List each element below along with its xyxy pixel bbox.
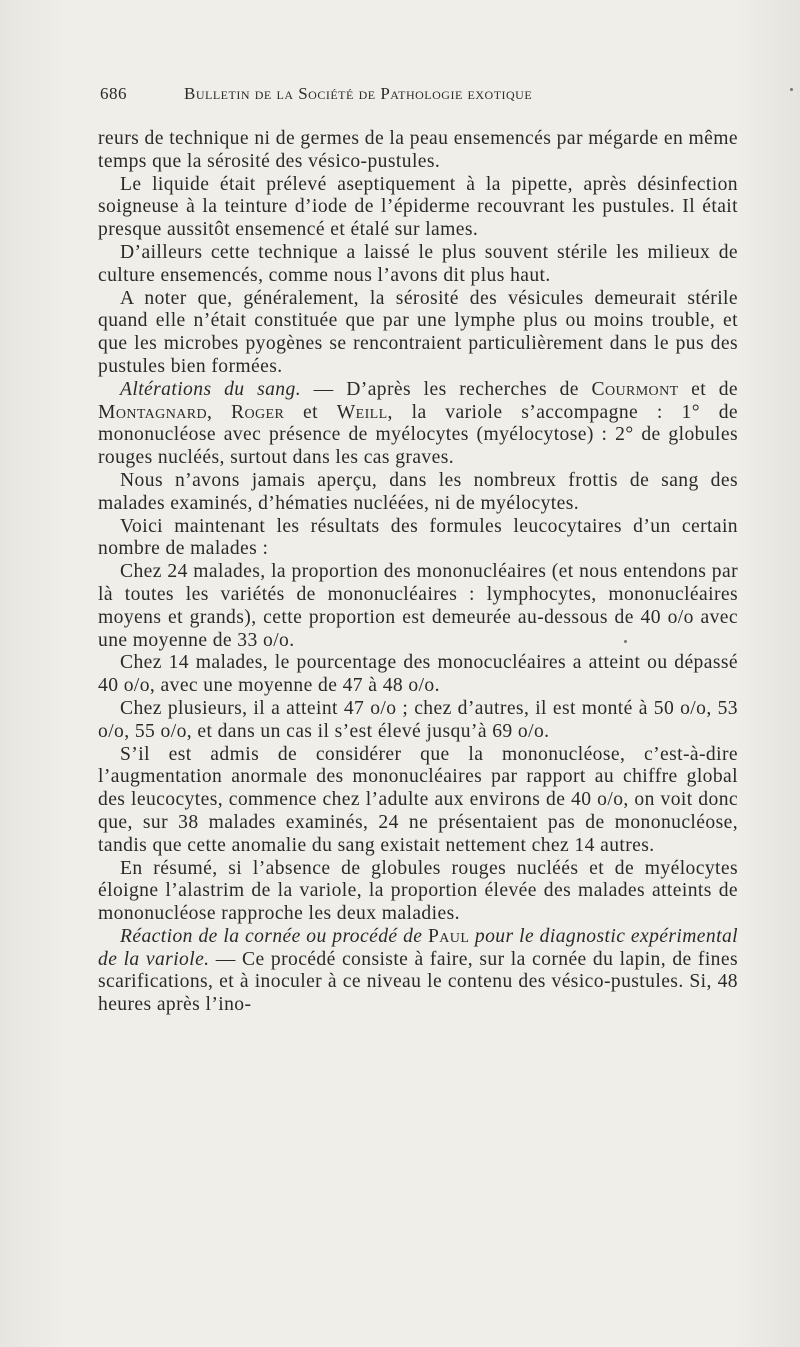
text-run: et de [678, 378, 738, 400]
page-number: 686 [100, 84, 127, 103]
paragraph: Voici maintenant les résultats des formules leucocytaires d’un certain nombre de malades : [98, 515, 738, 560]
paragraph: reurs de technique ni de germes de la peau ensemencés par mégarde en même temps que la sérosité des vésico-pustules. [98, 128, 738, 172]
body-text [98, 128, 738, 1017]
text-run: , [206, 401, 232, 423]
author-name: Montagnard [98, 401, 207, 423]
paragraph: S’il est admis de considérer que la mononucléose, c’est-à-dire l’augmentation anormale des mononucléaires par rapport au chiffre global des leucocytes, commence chez l’adulte aux environs de 40 o/o, on voit donc que, sur 38 malades examinés, 24 ne présentaient pas de mononucléose, tandis que cette anomalie du sang existait nettement chez 14 autres. [98, 743, 738, 856]
paragraph: Chez 24 malades, la proportion des mononucléaires (et nous entendons par là toutes les variétés de mononucléaires : lymphocytes, mononucléaires moyens et grands), cette proportion est demeurée au-dessous de 40 o/o avec une moyenne de 33 o/o. [98, 561, 738, 651]
paragraph: Le liquide était prélevé aseptiquement à la pipette, après désinfection soigneuse à la teinture d’iode de l’épiderme recouvrant les pustules. Il était presque aussitôt ensemencé et étalé sur lames. [98, 173, 738, 241]
print-speck [790, 88, 793, 91]
section-heading: Réaction de la cornée ou procédé de [120, 925, 428, 947]
paragraph-cornea-reaction [98, 926, 738, 1017]
print-speck [624, 640, 627, 643]
running-header [100, 84, 700, 110]
paragraph: D’ailleurs cette technique a laissé le plus souvent stérile les milieux de culture ensemencés, comme nous l’avons dit plus haut. [98, 241, 738, 286]
paragraph-blood-alterations [98, 379, 738, 470]
author-name: Roger [231, 401, 285, 423]
author-name: Courmont [591, 378, 679, 400]
text-run: — D’après les recherches de [301, 378, 592, 400]
author-name: Weill [336, 401, 388, 423]
author-name: Paul [428, 925, 470, 947]
section-heading: pour le diagnostic expérimental de la variole. [98, 925, 738, 970]
paragraph: Chez plusieurs, il a atteint 47 o/o ; chez d’autres, il est monté à 50 o/o, 53 o/o, 55 o/o, et dans un cas il s’est élevé jusqu’à 69 o/o. [98, 697, 738, 742]
paragraph: Nous n’avons jamais aperçu, dans les nombreux frottis de sang des malades examinés, d’hématies nucléées, ni de myélocytes. [98, 469, 738, 514]
paragraph: A noter que, généralement, la sérosité des vésicules demeurait stérile quand elle n’était constituée que par une lymphe plus ou moins trouble, et que les microbes pyogènes se rencontraient particulièrement dans le pus des pustules bien formées. [98, 287, 738, 377]
paragraph: En résumé, si l’absence de globules rouges nucléés et de myélocytes éloigne l’alastrim de la variole, la proportion élevée des malades atteints de mononucléose rapproche les deux maladies. [98, 857, 738, 925]
text-run: et [284, 401, 337, 423]
section-heading: Altérations du sang. [120, 378, 302, 400]
running-title: Bulletin de la Société de Pathologie exotique [184, 84, 533, 103]
text-run: — Ce procédé consiste à faire, sur la cornée du lapin, de fines scarifications, et à inoculer à ce niveau le contenu des vésico-pustules. Si, 48 heures après l’ino- [98, 948, 738, 1016]
text-run: , la variole s’accompagne : 1° de mononucléose avec présence de myélocytes (myélocytose) : 2° de globules rouges nucléés, surtout dans les cas graves. [98, 401, 738, 469]
paragraph: Chez 14 malades, le pourcentage des monocucléaires a atteint ou dépassé 40 o/o, avec une moyenne de 47 à 48 o/o. [98, 652, 738, 697]
